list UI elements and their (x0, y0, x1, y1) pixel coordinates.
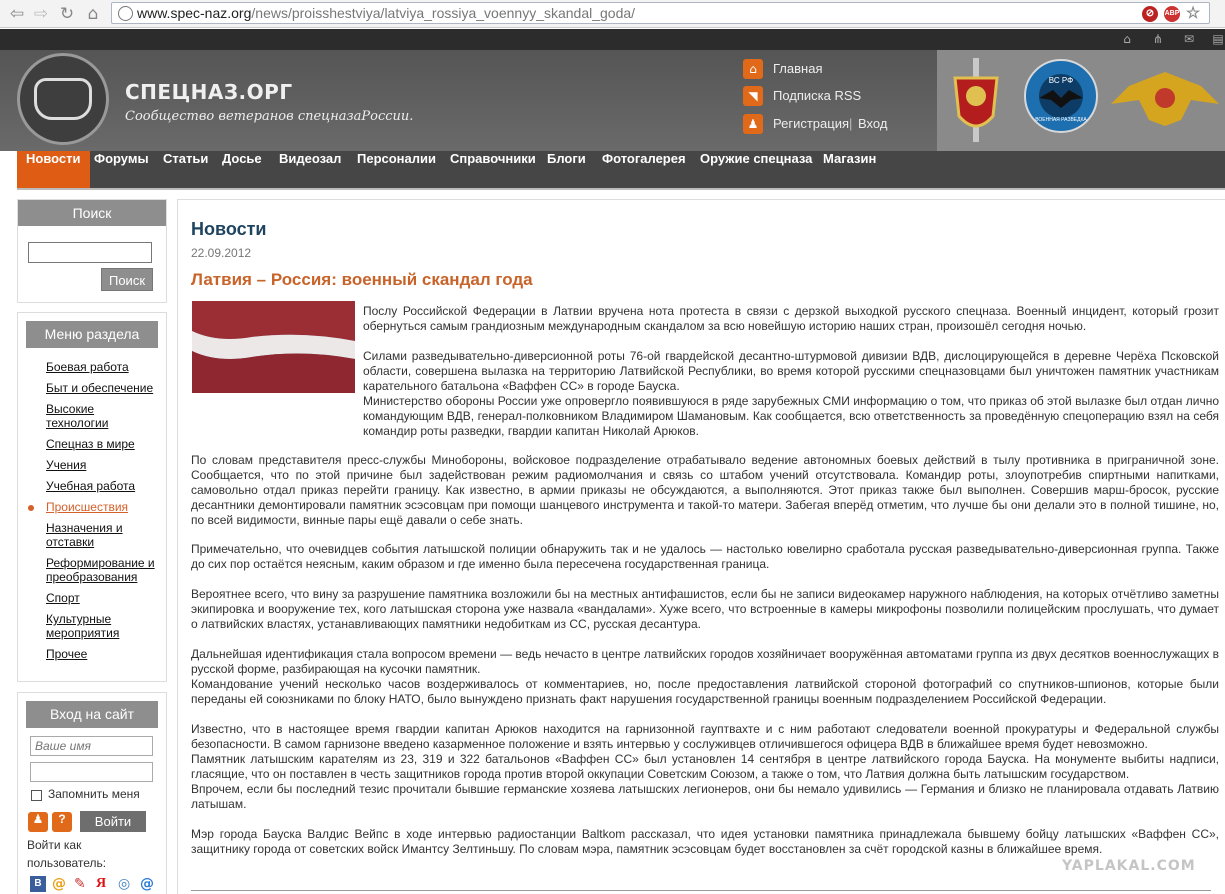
nav-persons[interactable]: Персоналии (357, 151, 437, 166)
nav-weapons[interactable]: Оружие спецназа (700, 151, 813, 166)
article-paragraph: Мэр города Бауска Валдис Вейпс в ходе интервью радиостанции Baltkom рассказал, что идея установки памятника принадлежала бывшему бойцу латышских «Ваффен СС», защитнику города от советских войск Имантсу Зелтиньшу. По словам мэра, памятник эсэсовцам будет восстановлен за счёт городской казны в ближайшее время. (191, 827, 1219, 856)
menu-item[interactable]: Учебная работа (46, 479, 136, 493)
register-icon[interactable]: ♟ (28, 812, 48, 832)
article-title[interactable]: Латвия – Россия: военный скандал года (191, 270, 533, 289)
menu-item[interactable]: Спорт (46, 591, 80, 605)
article-paragraph: Силами разведывательно-диверсионной роты 76-ой гвардейской десантно-штурмовой дивизии ВДВ, дислоцирующейся в деревне Черёха Псковской области, совершена вылазка на территорию Латвийской Республики, во время которой русскими спецназовцами был уничтожен памятник участникам карательного батальона «Ваффен СС» в городе Бауска. Министерство обороны России уже опровергло появившуюся в ряде зарубежных СМИ информацию о том, что приказ об этой вылазке был отдан лично командующим ВДВ, генерал-полковником Владимиром Шамановым. Как сообщается, всю ответственность за проведённую спецоперацию взял на себя командир роты разведки, гвардии капитан Николай Арюков. (363, 349, 1219, 438)
forward-icon[interactable]: ⇨ (33, 4, 49, 24)
main-nav (17, 151, 1225, 190)
menu-item[interactable]: Культурные мероприятия (46, 612, 120, 640)
menu-item[interactable]: Реформирование и преобразования (46, 556, 155, 584)
divider (191, 890, 1211, 891)
nav-articles[interactable]: Статьи (163, 151, 209, 166)
section-menu-box (17, 312, 167, 682)
search-box (17, 199, 167, 303)
police-eagle-emblem-icon (1109, 64, 1221, 130)
menu-item[interactable]: Прочее (46, 647, 88, 661)
remember-label: Запомнить меня (48, 787, 140, 801)
username-input[interactable] (30, 736, 153, 756)
remember-checkbox[interactable] (31, 790, 42, 801)
login-button[interactable]: Войти (80, 811, 146, 832)
rambler-icon[interactable]: @ (140, 876, 154, 892)
mail-icon[interactable]: ✉ (1183, 32, 1195, 46)
sitemap-icon[interactable]: ⋔ (1152, 32, 1164, 46)
section-heading: Новости (191, 219, 267, 239)
emblems-panel (937, 50, 1225, 151)
latvian-flag-image (192, 301, 355, 393)
help-icon[interactable]: ? (52, 812, 72, 832)
search-box-title: Поиск (18, 200, 166, 226)
section-menu-title: Меню раздела (26, 321, 158, 348)
mailru-icon[interactable]: @ (52, 876, 66, 892)
nav-dossier[interactable]: Досье (222, 151, 262, 166)
search-button[interactable]: Поиск (101, 268, 153, 291)
login-box-title: Вход на сайт (26, 701, 158, 728)
menu-item[interactable]: Высокие технологии (46, 402, 109, 430)
social-login-icons (30, 876, 160, 893)
svg-text:ВОЕННАЯ РАЗВЕДКА: ВОЕННАЯ РАЗВЕДКА (1035, 117, 1087, 123)
nav-gallery[interactable]: Фотогалерея (602, 151, 686, 166)
menu-item[interactable]: Боевая работа (46, 360, 129, 374)
article-paragraph: По словам представителя пресс-службы Минобороны, войсковое подразделение отрабатывало ведение автономных боевых действий в тылу противника в приграничной зоне. Сообщается, что по этой причине был задействован режим радиомолчания и связь со штабом учений отсутствовала. Командир роты, злоупотребив спиртными напитками, самовольно отдал приказ перейти границу. Как известно, в армии приказы не обсуждаются, а выполняются. Этот приказ также был выполнен. Совершив марш-бросок, русские десантники демонтировали памятник эсэсовцам при помощи шанцевого инструмента и такой-то матери. Забегая вперёд отметим, что лучше бы они делали это в полной тишине, но, по всей видимости, винные пары ещё давали о себе знать. (191, 453, 1219, 527)
nav-blogs[interactable]: Блоги (547, 151, 586, 166)
livejournal-icon[interactable]: ✎ (74, 876, 86, 892)
page-icon (118, 6, 133, 21)
watermark: YAPLAKAL.COM (1062, 858, 1196, 874)
register-link[interactable]: Регистрация (773, 116, 849, 131)
site-tagline: Сообщество ветеранов спецназаРоссии. (125, 109, 414, 124)
auth-links (743, 114, 913, 134)
article-paragraph: Примечательно, что очевидцев события латышской полиции обнаружить так и не удалось — настолько ювелирно сработала русская разведывательно-диверсионная группа. Также до сих пор остаётся неясным, каким образом и где именно была пересечена государственная граница. (191, 542, 1219, 571)
menu-item-current[interactable]: Происшествия (46, 500, 129, 514)
svg-text:ВС РФ: ВС РФ (1048, 76, 1074, 85)
nav-video[interactable]: Видеозал (279, 151, 342, 166)
site-header: СПЕЦНАЗ.ОРГ Сообщество ветеранов спецназаРоссии. ⌂ Главная ◥ Подписка RSS ♟ Регистрация | Вход ВС РФ ВОЕННАЯ РАЗВЕДКА (0, 50, 1225, 151)
fist-icon (34, 78, 92, 120)
article-paragraph: Дальнейшая идентификация стала вопросом времени — ведь нечасто в центре латвийских городов хозяйничает вооружённая автоматами группа из двух десятков военнослужащих в русской форме, разбирающая на кусочки памятник. Командование учений несколько часов воздерживалось от комментариев, но, после предоставления латвийской стороной фотографий со спутников-шпионов, которые были переданы ей союзниками по блоку НАТО, было вынуждено признать факт нарушения государственной границы военным подразделением Российской Федерации. (191, 647, 1219, 706)
menu-item[interactable]: Быт и обеспечение (46, 381, 154, 395)
nav-news[interactable]: Новости (17, 151, 90, 188)
home-icon[interactable]: ⌂ (1123, 32, 1131, 46)
back-icon[interactable]: ⇦ (9, 4, 25, 24)
article-image (192, 301, 355, 393)
print-icon[interactable]: ▤ (1212, 32, 1224, 46)
home-icon: ⌂ (743, 59, 763, 79)
military-intelligence-emblem-icon (1023, 58, 1099, 134)
user-icon: ♟ (743, 114, 763, 134)
url-text: www.spec-naz.org/news/proisshestviya/latviya_rossiya_voennyy_skandal_goda/ (137, 5, 636, 21)
rss-icon: ◥ (743, 86, 763, 106)
article-paragraph: Вероятнее всего, что вину за разрушение памятника возложили бы на местных антифашистов, если бы не записи видеокамер наружного наблюдения, на которых отчётливо заметны экипировка и вооружение тех, кого латышская сторона уже назвала «вандалами». Хуже всего, что встроенные в камеры микрофоны позволили полицейским прослушать, что думает о латвийских властях, устанавливающих памятники недобиткам из СС, русская десантура. (191, 587, 1219, 631)
address-bar[interactable] (111, 2, 1210, 24)
login-box (17, 692, 167, 894)
vk-icon[interactable]: В (30, 876, 46, 892)
nav-forums[interactable]: Форумы (94, 151, 149, 166)
openid-icon[interactable]: ◎ (118, 876, 131, 892)
password-input[interactable] (30, 762, 153, 782)
login-via-label: Войти как пользователь: (27, 838, 107, 870)
menu-item[interactable]: Назначения и отставки (46, 521, 123, 549)
article-date: 22.09.2012 (191, 246, 252, 260)
browser-toolbar (0, 0, 1225, 28)
adblock-icon[interactable]: ABP (1164, 6, 1180, 22)
fsb-emblem-icon (949, 56, 1003, 144)
site-name[interactable]: СПЕЦНАЗ.ОРГ (125, 80, 293, 104)
star-icon[interactable]: ☆ (1185, 5, 1201, 22)
current-bullet-icon (28, 505, 34, 511)
nav-shop[interactable]: Магазин (823, 151, 877, 166)
search-input[interactable] (28, 242, 152, 263)
home-icon[interactable]: ⌂ (87, 4, 99, 24)
top-utility-bar (0, 29, 1225, 50)
login-link[interactable]: Вход (858, 116, 888, 131)
reload-icon[interactable]: ↻ (59, 4, 75, 24)
menu-item[interactable]: Спецназ в мире (46, 437, 135, 451)
nav-reference[interactable]: Справочники (450, 151, 536, 166)
extension-icon[interactable]: ⊘ (1142, 6, 1158, 22)
article-paragraph: Послу Российской Федерации в Латвии вручена нота протеста в связи с дерзкой выходкой русского спецназа. Военный инцидент, который грозит обернуться самым грандиозным международным скандалом за всю новейшую историю наших стран, произошёл сегодня ночью. (363, 304, 1219, 333)
menu-item[interactable]: Учения (46, 458, 87, 472)
site-logo[interactable] (17, 53, 109, 145)
yandex-icon[interactable]: Я (96, 876, 107, 891)
article-paragraph: Известно, что в настоящее время гвардии капитан Арюков находится на гарнизонной гауптвахте и с ним работают следователи военной прокуратуры и Федеральной службы безопасности. В самом гарнизоне введено казарменное положение и взять интервью у сослуживцев отличившегося офицера ВДВ в ближайшее время будет невозможно. Памятник латышским карателям из 23, 319 и 322 батальонов «Ваффен СС» был установлен 14 сентября в центре латвийского города Бауска. На монументе выбиты надписи, гласящие, что он поставлен в честь защитников города против второй оккупации Советским Союзом, а также о том, что Латвия должна быть латышским государством. Впрочем, если бы последний тезис прочитали бывшие германские хозяева латышских легионеров, они бы немало удивились — Германия и близко не планировала отдавать Латвию латышам. (191, 722, 1219, 811)
main-content (177, 199, 1225, 894)
separator: | (849, 116, 853, 131)
